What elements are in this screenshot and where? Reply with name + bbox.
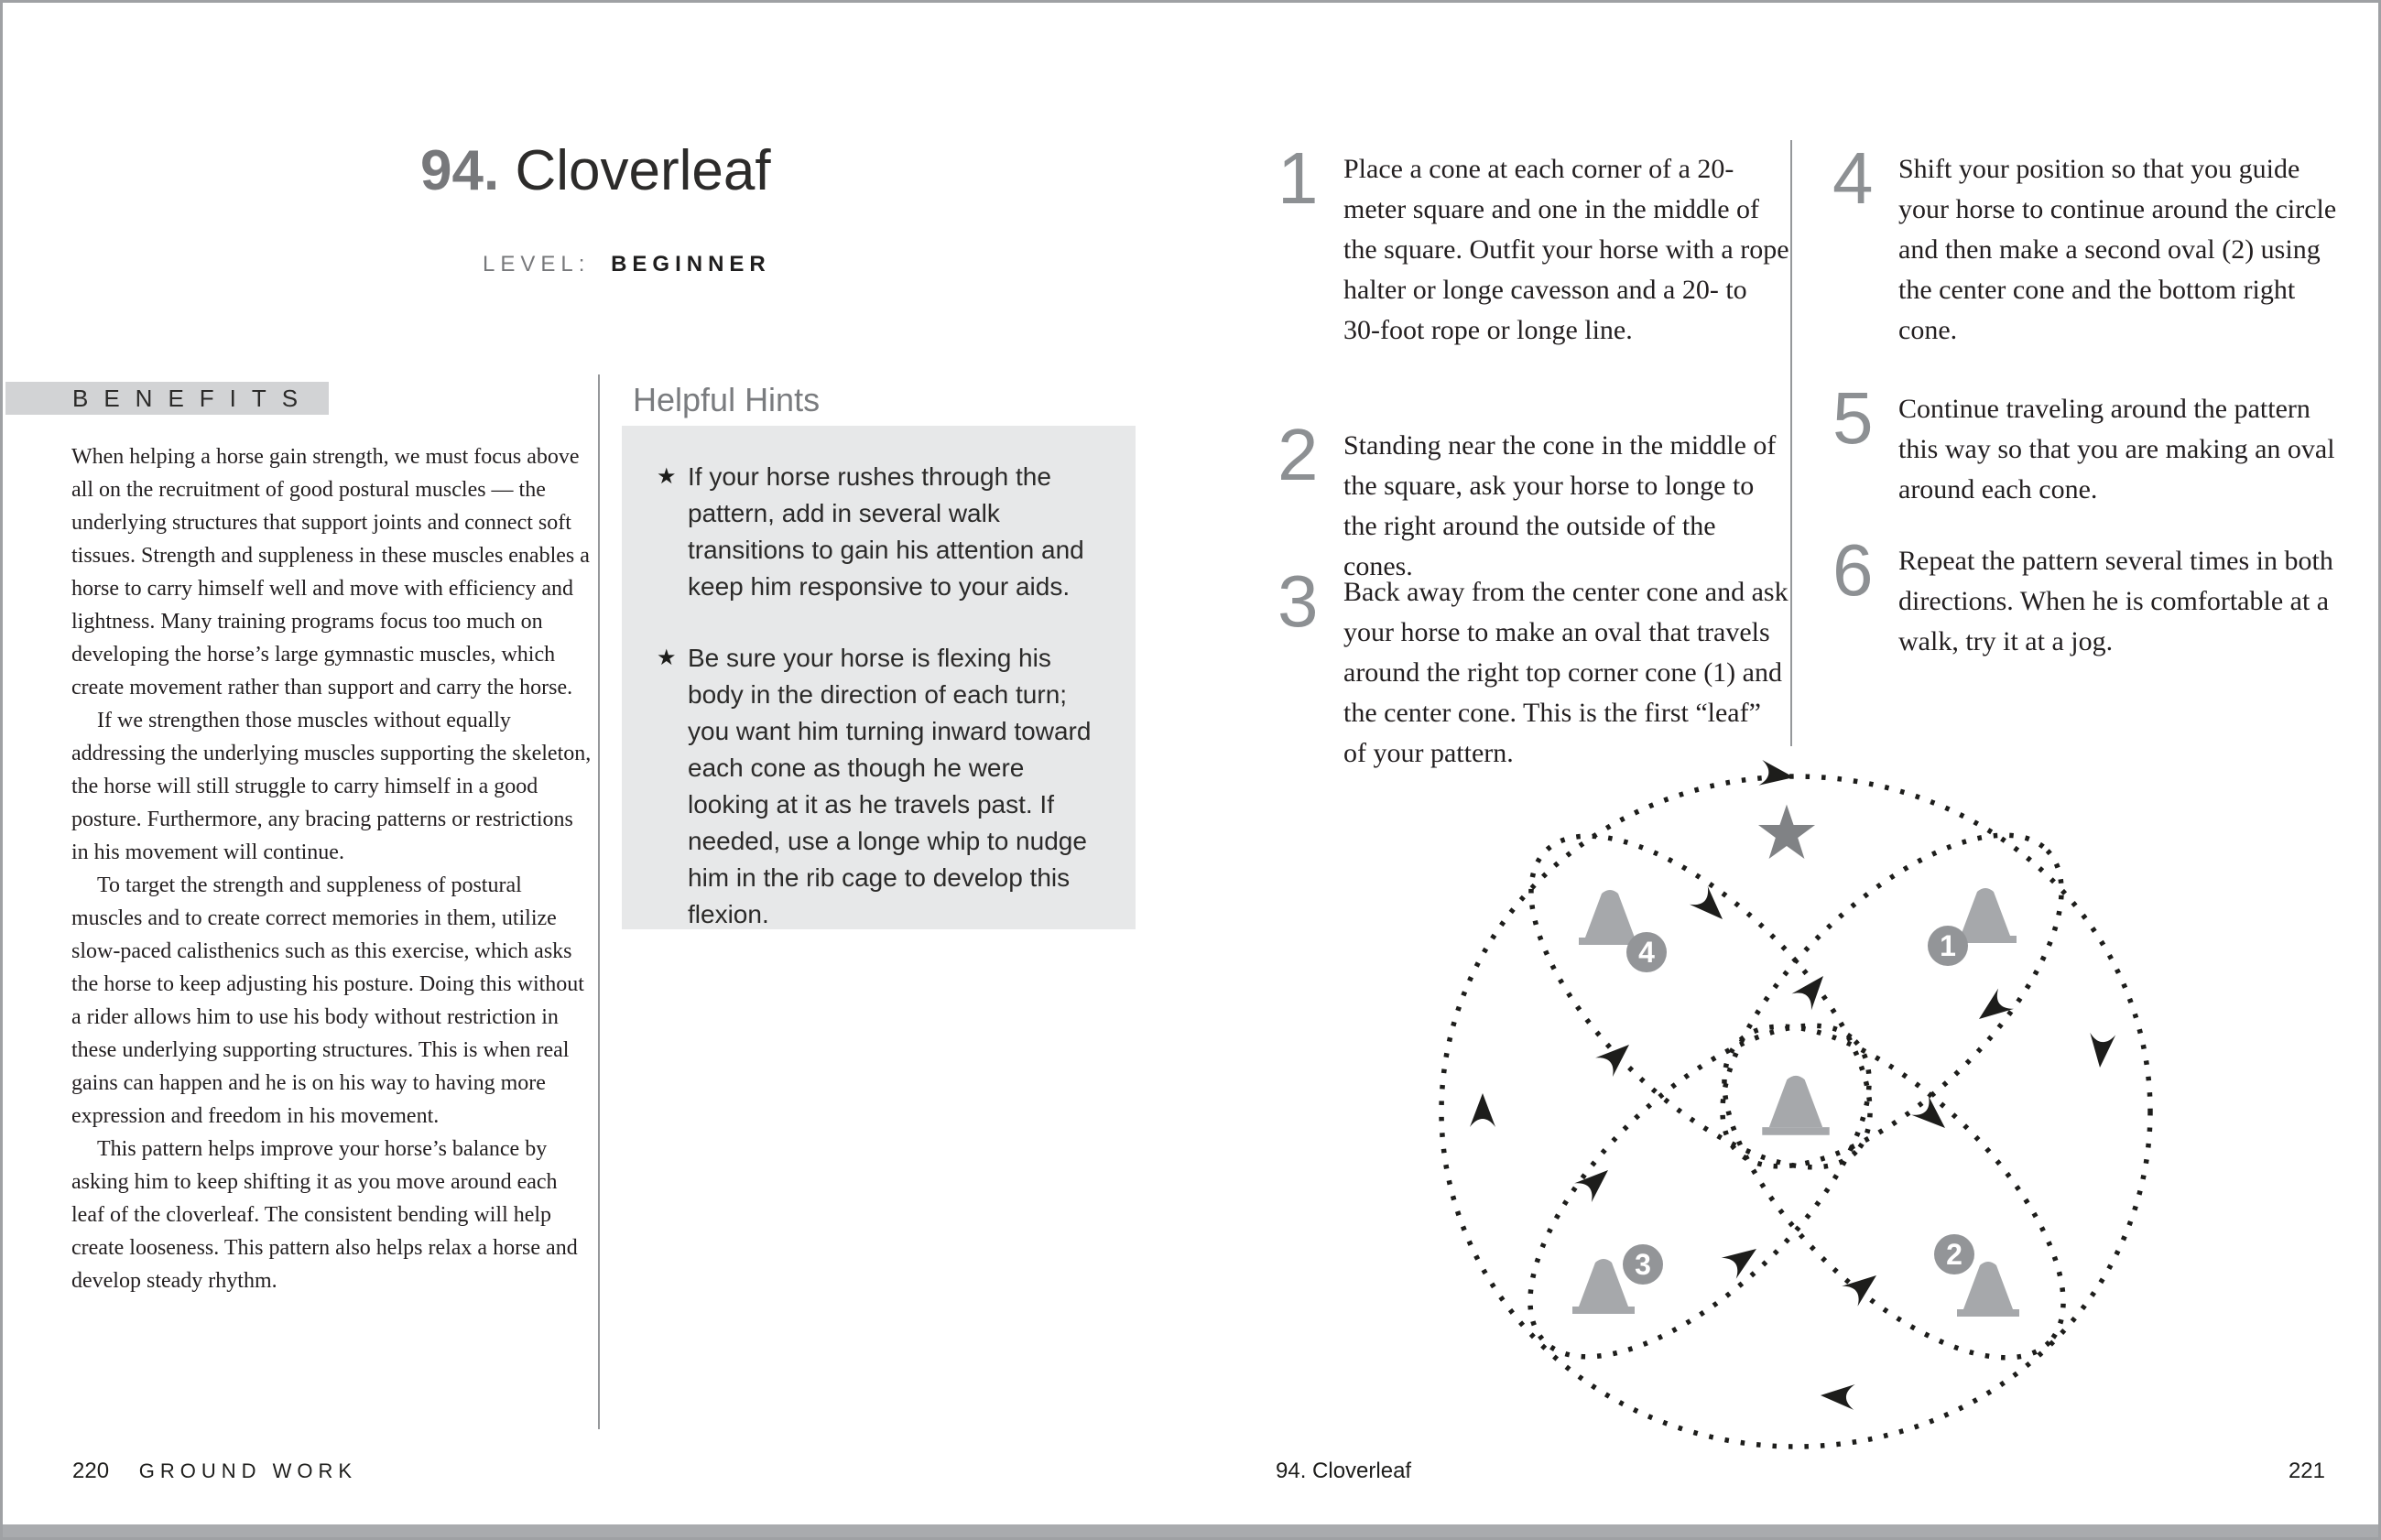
right-page-footer-title: 94. Cloverleaf bbox=[1276, 1459, 1412, 1483]
direction-arrow-icon bbox=[2087, 1033, 2115, 1068]
leaf-path-top-left bbox=[1478, 782, 1924, 1221]
step-4 bbox=[1832, 137, 2345, 351]
star-bullet-icon: ★ bbox=[657, 464, 677, 489]
left-footer-section: GROUND WORK bbox=[138, 1459, 358, 1482]
exercise-name: Cloverleaf bbox=[515, 139, 771, 202]
benefits-paragraph: To target the strength and suppleness of postural muscles and to create correct memories in them, utilize slow-paced calisthenics such as this exercise, which asks the horse to keep adjusting his posture. Doing this without a rider allows him to use his body without restriction in these underlying supporting structures. This is when real gains can happen and he is on his way to having more expression and freedom in his movement. bbox=[71, 873, 584, 1128]
direction-arrow-icon bbox=[1820, 1383, 1854, 1410]
exercise-title bbox=[420, 138, 771, 203]
direction-arrow-icon bbox=[1791, 968, 1832, 1010]
exercise-number: 94. bbox=[420, 139, 500, 202]
right-page-number: 221 bbox=[2288, 1459, 2325, 1483]
step-number: 6 bbox=[1832, 529, 1874, 611]
leaf-path-top-right bbox=[1669, 781, 2115, 1220]
left-page-footer bbox=[72, 1459, 357, 1484]
cone-icon-center bbox=[1762, 1076, 1829, 1135]
badge-number-3: 3 bbox=[1635, 1248, 1651, 1281]
benefits-text bbox=[71, 440, 593, 1297]
direction-arrow-icon bbox=[1911, 1096, 1953, 1138]
direction-arrow-icon bbox=[1972, 989, 2014, 1030]
step-3 bbox=[1277, 560, 1790, 774]
page-bottom-edge bbox=[3, 1524, 2378, 1537]
direction-arrow-icon bbox=[1722, 1239, 1764, 1279]
benefits-heading-bar bbox=[5, 382, 329, 415]
step-text: Standing near the cone in the middle of the square, ask your horse to longe to the right around the outside of the cones. bbox=[1343, 430, 1777, 581]
step-5 bbox=[1832, 377, 2345, 510]
step-number: 2 bbox=[1277, 414, 1319, 495]
direction-arrow-icon bbox=[1842, 1265, 1884, 1307]
benefits-paragraph: If we strengthen those muscles without equally addressing the underlying muscles supporting the skeleton, the horse will still struggle to carry himself in a good posture. Furthermore, any bracing patterns or restrictions in his movement will continue. bbox=[71, 709, 592, 864]
step-number: 3 bbox=[1277, 560, 1319, 642]
hint-text: Be sure your horse is flexing his body in the direction of each turn; you want him turning inward toward each cone as though he were looking at it as he travels past. If needed, use a longe whip to nudge him in the rib cage to develop this flexion. bbox=[688, 644, 1092, 928]
hints-heading: Helpful Hints bbox=[633, 381, 821, 418]
badge-number-4: 4 bbox=[1638, 936, 1655, 969]
hints-box bbox=[622, 426, 1136, 929]
badge-number-2: 2 bbox=[1946, 1238, 1962, 1271]
level-line bbox=[483, 252, 771, 277]
leaf-path-bottom-right bbox=[1671, 972, 2117, 1412]
column-divider bbox=[598, 374, 600, 1429]
direction-arrow-icon bbox=[1470, 1093, 1495, 1127]
step-number: 4 bbox=[1832, 137, 1874, 219]
step-text: Continue traveling around the pattern this way so that you are making an oval around each cone. bbox=[1898, 394, 2335, 504]
hint-text: If your horse rushes through the pattern, add in several walk transitions to gain his attention and keep him responsive to your aids. bbox=[688, 462, 1084, 601]
star-bullet-icon: ★ bbox=[657, 645, 677, 670]
step-text: Place a cone at each corner of a 20-meter square and one in the middle of the square. Outfit your horse with a rope halter or longe cavesson and a 20- to 30-foot rope or longe line. bbox=[1343, 154, 1789, 345]
benefits-paragraph: This pattern helps improve your horse’s balance by asking him to keep shifting it as you move around each leaf of the cloverleaf. The consistent bending will help create looseness. This pattern also helps relax a horse and develop steady rhythm. bbox=[71, 1137, 578, 1293]
badge-number-1: 1 bbox=[1940, 929, 1956, 962]
step-2 bbox=[1277, 414, 1790, 587]
level-label: LEVEL: bbox=[483, 252, 591, 277]
benefits-heading: BENEFITS bbox=[72, 385, 314, 412]
direction-arrow-icon bbox=[1574, 1161, 1616, 1203]
cone-icon-top-left bbox=[1579, 890, 1641, 945]
step-6 bbox=[1832, 529, 2345, 662]
step-number: 1 bbox=[1277, 137, 1319, 219]
hint-item bbox=[657, 640, 1099, 933]
left-page-number: 220 bbox=[72, 1459, 110, 1483]
level-value: BEGINNER bbox=[611, 252, 771, 277]
hint-item bbox=[657, 459, 1099, 605]
step-text: Shift your position so that you guide your horse to continue around the circle and then make a second oval (2) using the center cone and the bottom right cone. bbox=[1898, 154, 2337, 345]
step-number: 5 bbox=[1832, 377, 1874, 459]
step-1 bbox=[1277, 137, 1790, 351]
steps-column-divider bbox=[1790, 140, 1792, 746]
star-icon bbox=[1758, 805, 1815, 859]
cloverleaf-pattern-diagram bbox=[1430, 752, 2162, 1459]
step-text: Repeat the pattern several times in both directions. When he is comfortable at a walk, try it at a jog. bbox=[1898, 546, 2333, 656]
benefits-paragraph: When helping a horse gain strength, we must focus above all on the recruitment of good postural muscles — the underlying structures that support joints and connect soft tissues. Strength and suppleness in these muscles enables a horse to carry himself well and move with efficiency and lightness. Many training programs focus too much on developing the horse’s large gymnastic muscles, which create movement rather than support and carry the horse. bbox=[71, 445, 590, 700]
step-text: Back away from the center cone and ask your horse to make an oval that travels around the right top corner cone (1) and the center cone. This is the first “leaf” of your pattern. bbox=[1343, 577, 1788, 768]
